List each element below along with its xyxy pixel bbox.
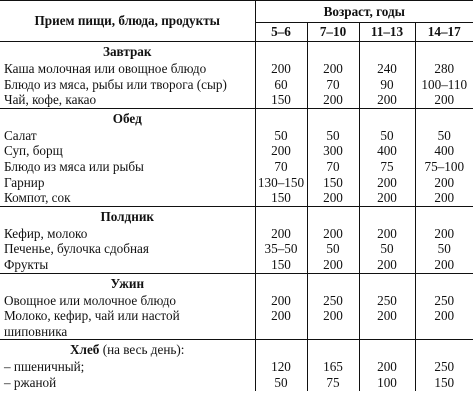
cell-value: 200 [307,92,359,108]
cell-value: 300 [307,143,359,159]
age-group-header: 14–17 [415,23,473,42]
row-label: шиповника [0,324,255,340]
section-title-breakfast: Завтрак [0,42,255,62]
cell-value: 200 [359,175,415,191]
section-title-dinner: Ужин [0,273,255,293]
cell-value: 50 [359,128,415,144]
row-label: Молоко, кефир, чай или настой [0,308,255,324]
cell-value: 50 [437,127,451,143]
cell-value: 200 [359,257,415,273]
cell-value: 240 [359,61,415,77]
cell-value: 70 [307,77,359,93]
cell-value: 200 [434,174,455,190]
cell-value: 150 [255,92,307,108]
row-label: Компот, сок [0,190,255,206]
cell-value [415,324,473,340]
row-label: – ржаной [0,375,255,391]
cell-value: 60 [255,77,307,93]
table-row [0,190,473,206]
table-row [0,375,473,391]
row-label: Кефир, молоко [0,226,255,242]
cell-value: 150 [255,257,307,273]
age-group-header: 11–13 [359,23,415,42]
cell-value: 200 [434,225,455,241]
row-label: Блюдо из мяса, рыбы или творога (сыр) [0,77,255,93]
row-label: Каша молочная или овощное блюдо [0,61,255,77]
table-row [0,293,473,309]
cell-value: 130–150 [255,175,307,191]
cell-value: 75 [359,159,415,175]
column-header-age: Возраст, годы [255,1,473,23]
cell-value: 200 [415,190,473,206]
cell-value: 200 [359,92,415,108]
cell-value: 70 [255,159,307,175]
table-row [0,175,473,191]
cell-value: 200 [255,61,307,77]
table-row [0,324,473,340]
section-title-snack: Полдник [0,206,255,226]
cell-value [255,324,307,340]
row-label: Печенье, булочка сдобная [0,241,255,257]
cell-value: 200 [359,226,415,242]
row-label: Суп, борщ [0,143,255,159]
cell-value: 150 [307,175,359,191]
cell-value [307,324,359,340]
age-group-header: 7–10 [307,23,359,42]
cell-value: 200 [255,293,307,309]
cell-value: 200 [255,308,307,324]
cell-value: 120 [255,359,307,375]
section-title-bread [0,340,255,360]
table-row [0,143,473,159]
cell-value: 200 [434,308,455,324]
row-label: – пшеничный; [0,359,255,375]
cell-value: 200 [415,257,473,273]
table-row [0,61,473,77]
cell-value: 70 [307,159,359,175]
table-row [0,77,473,93]
cell-value: 50 [359,241,415,257]
row-label: Гарнир [0,175,255,191]
cell-value: 280 [434,61,455,76]
cell-value: 200 [307,190,359,206]
row-label: Овощное или молочное блюдо [0,293,255,309]
cell-value: 100 [359,375,415,391]
table-row [0,226,473,242]
table-row [0,308,473,324]
cell-value: 200 [307,257,359,273]
cell-value: 150 [255,190,307,206]
row-label: Фрукты [0,257,255,273]
bread-title: Хлеб [70,342,100,358]
row-label: Чай, кофе, какао [0,92,255,108]
table-row [0,257,473,273]
bread-note: (на весь день): [99,342,185,358]
table-row [0,159,473,175]
cell-value [359,324,415,340]
row-label: Салат [0,128,255,144]
table-row [0,128,473,144]
table-row [0,359,473,375]
cell-value: 75 [307,375,359,391]
cell-value: 200 [359,190,415,206]
cell-value: 50 [255,128,307,144]
cell-value: 50 [437,241,451,257]
cell-value: 50 [255,375,307,391]
row-label: Блюдо из мяса или рыбы [0,159,255,175]
cell-value: 50 [307,128,359,144]
cell-value: 400 [359,143,415,159]
table-row [0,92,473,108]
cell-value: 200 [415,92,473,108]
cell-value: 50 [307,241,359,257]
cell-value: 200 [255,143,307,159]
cell-value: 100–110 [421,76,468,92]
cell-value: 35–50 [255,241,307,257]
cell-value: 200 [359,308,415,324]
cell-value: 200 [307,61,359,77]
cell-value: 250 [307,293,359,309]
cell-value: 250 [359,293,415,309]
cell-value: 250 [434,292,455,308]
cell-value: 75–100 [424,158,465,174]
cell-value: 250 [434,359,455,375]
section-title-lunch: Обед [0,108,255,128]
cell-value: 165 [307,359,359,375]
cell-value: 90 [359,77,415,93]
table-row [0,241,473,257]
column-header-meal: Прием пищи, блюда, продукты [0,1,255,42]
age-group-header: 5–6 [255,23,307,42]
cell-value: 200 [307,226,359,242]
cell-value: 200 [307,308,359,324]
cell-value: 200 [359,359,415,375]
cell-value: 150 [434,374,455,390]
cell-value: 400 [434,143,455,159]
cell-value: 200 [255,226,307,242]
